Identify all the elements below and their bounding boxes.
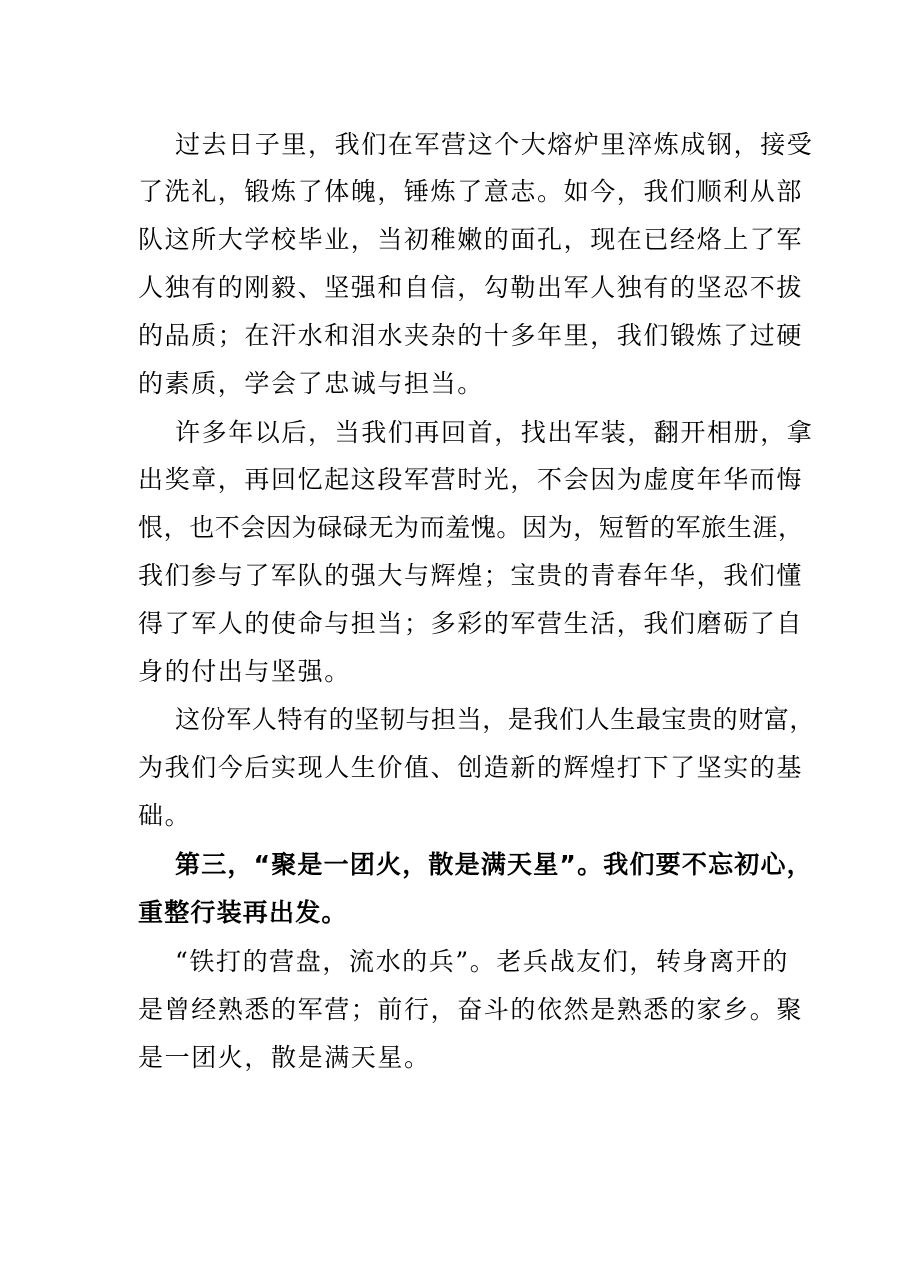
paragraph-1-line-6: 的素质，学会了忠诚与担当。 bbox=[138, 369, 484, 398]
paragraph-2-line-4: 我们参与了军队的强大与辉煌；宝贵的青春年华，我们懂 bbox=[138, 561, 804, 590]
paragraph-2-line-2: 出奖章，再回忆起这段军营时光，不会因为虚度年华而悔 bbox=[138, 465, 804, 494]
paragraph-1-line-2: 了洗礼，锻炼了体魄，锤炼了意志。如今，我们顺利从部 bbox=[138, 177, 804, 206]
paragraph-3-line-3: 础。 bbox=[138, 801, 192, 830]
paragraph-2-line-1: 许多年以后，当我们再回首，找出军装，翻开相册，拿 bbox=[175, 418, 814, 447]
section-heading-line-1: 第三，“聚是一团火，散是满天星”。我们要不忘初心， bbox=[175, 850, 813, 879]
paragraph-2-line-5: 得了军人的使命与担当；多彩的军营生活，我们磨砺了自 bbox=[138, 609, 804, 638]
paragraph-2-line-3: 恨，也不会因为碌碌无为而羞愧。因为，短暂的军旅生涯， bbox=[138, 513, 804, 542]
paragraph-5-line-2: 是曾经熟悉的军营；前行，奋斗的依然是熟悉的家乡。聚 bbox=[138, 995, 804, 1024]
paragraph-5-line-3: 是一团火，散是满天星。 bbox=[138, 1043, 431, 1072]
paragraph-1-line-3: 队这所大学校毕业，当初稚嫩的面孔，现在已经烙上了军 bbox=[138, 225, 804, 254]
paragraph-3-line-1: 这份军人特有的坚韧与担当，是我们人生最宝贵的财富， bbox=[175, 705, 816, 734]
paragraph-1-line-4: 人独有的刚毅、坚强和自信，勾勒出军人独有的坚忍不拔 bbox=[138, 273, 804, 302]
section-heading-line-2: 重整行装再出发。 bbox=[138, 898, 348, 927]
paragraph-1-line-5: 的品质；在汗水和泪水夹杂的十多年里，我们锻炼了过硬 bbox=[138, 321, 804, 350]
paragraph-2-line-6: 身的付出与坚强。 bbox=[138, 657, 351, 686]
paragraph-3-line-2: 为我们今后实现人生价值、创造新的辉煌打下了坚实的基 bbox=[138, 753, 804, 782]
paragraph-1-line-1: 过去日子里，我们在军营这个大熔炉里淬炼成钢，接受 bbox=[175, 130, 814, 159]
paragraph-5-line-1: “铁打的营盘，流水的兵”。老兵战友们，转身离开的 bbox=[175, 947, 789, 976]
